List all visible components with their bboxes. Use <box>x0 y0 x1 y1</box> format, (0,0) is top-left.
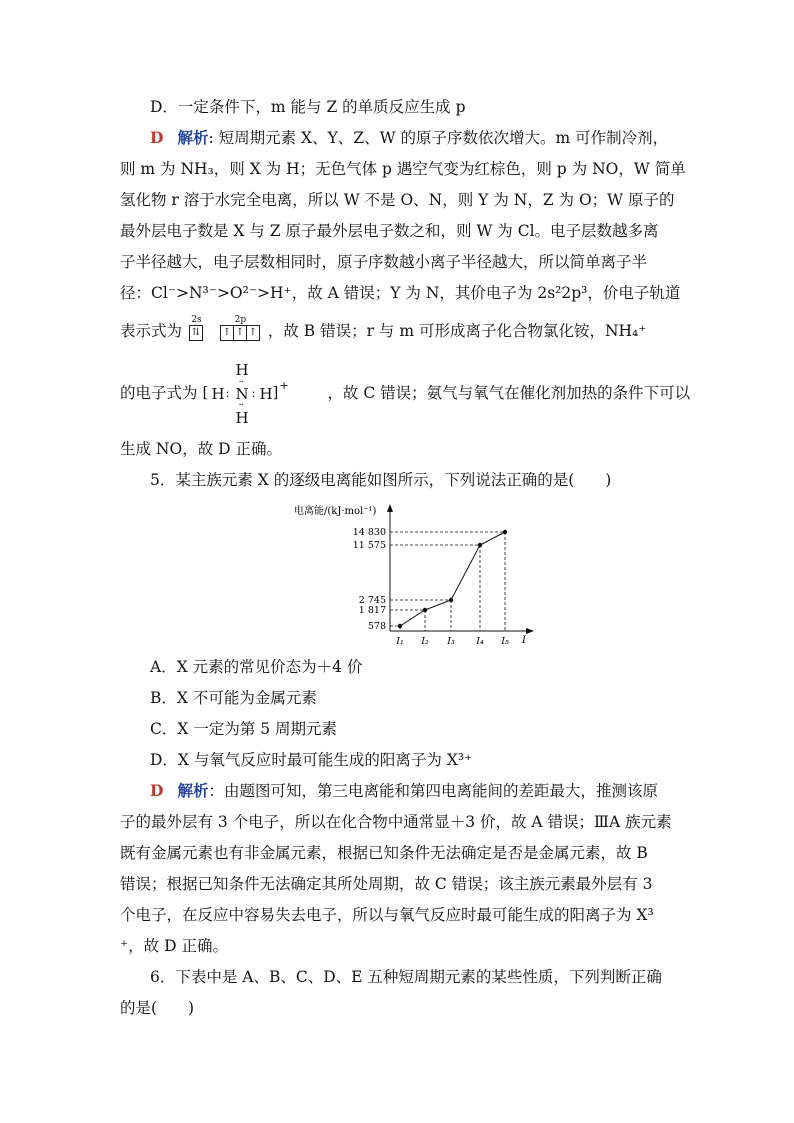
lewis-dots-top: ·· <box>238 377 243 388</box>
lewis-dots-bottom: ·· <box>238 400 243 411</box>
q5-question: 5．某主族元素 X 的逐级电离能如图所示，下列说法正确的是( ) <box>150 471 612 489</box>
x-axis-arrow <box>526 628 534 634</box>
q4-analysis-line-3: 氢化物 r 溶于水完全电离，所以 W 不是 O、N，则 Y 为 N，Z 为 O；W 原子的 <box>120 191 675 209</box>
lewis-h-top: H <box>235 361 249 379</box>
lewis-charge: + <box>279 379 289 392</box>
y-tick-label-1: 578 <box>367 621 386 632</box>
q5-jiexi-label: 解析 <box>177 781 209 800</box>
x-tick-label-2: I₂ <box>421 636 429 647</box>
orbital-suffix: ，故 B 错误；r 与 m 可形成离子化合物氯化铵，NH₄⁺ <box>267 322 647 340</box>
lewis-h-bottom: H <box>235 409 249 427</box>
q5-analysis-line-6: ⁺，故 D 正确。 <box>120 937 228 955</box>
q4-analysis-text: : 短周期元素 X、Y、Z、W 的原子序数依次增大。m 可作制冷剂， <box>208 129 669 147</box>
orbital-2s-diagram <box>190 315 203 343</box>
lewis-h-left: H <box>211 385 225 403</box>
q4-answer: D <box>150 128 164 147</box>
y-tick-label-4: 11 575 <box>352 540 386 551</box>
lewis-prefix: 的电子式为 <box>120 384 198 402</box>
orbital-box-2p-1: ↑ <box>220 325 234 341</box>
q5-analysis-line-3: 既有金属元素也有非金属元素，根据已知条件无法确定是否是金属元素，故 B <box>120 844 648 862</box>
y-tick-label-2: 1 817 <box>358 605 386 616</box>
data-point-1 <box>398 624 402 628</box>
lewis-h-right: H <box>259 385 273 403</box>
orbital-box-2p-3: ↑ <box>246 325 260 341</box>
q5-analysis-line-5: 个电子，在反应中容易失去电子，所以与氧气反应时最可能生成的阳离子为 X³ <box>120 906 654 924</box>
q4-analysis-last-line: 生成 NO，故 D 正确。 <box>120 440 282 458</box>
ionization-energy-chart <box>290 500 540 650</box>
q5-option-a: A．X 元素的常见价态为＋4 价 <box>150 658 363 676</box>
chart-ylabel: 电离能/(kJ·mol⁻¹) <box>294 506 377 517</box>
lewis-bracket-right: ] <box>272 383 279 401</box>
orbital-box-2s: ⇅ <box>189 325 203 341</box>
q5-analysis-line-2: 子的最外层有 3 个电子，所以在化合物中通常显＋3 价，故 A 错误；ⅢA 族元素 <box>120 813 672 831</box>
q6-question-line-1: 6．下表中是 A、B、C、D、E 五种短周期元素的某些性质，下列判断正确 <box>150 968 662 986</box>
q5-analysis-line-4: 错误；根据已知条件无法确定其所处周期，故 C 错误；该主族元素最外层有 3 <box>120 875 653 893</box>
q4-option-d: D．一定条件下，m 能与 Z 的单质反应生成 p <box>150 98 466 116</box>
lewis-suffix: ，故 C 错误；氨气与氧气在催化剂加热的条件下可以 <box>327 384 691 402</box>
data-point-3 <box>449 598 453 602</box>
q5-analysis-line-1 <box>150 780 710 802</box>
orbital-2s-label: 2s <box>191 315 202 325</box>
x-tick-label-5: I₅ <box>501 636 509 647</box>
q4-analysis-line-2: 则 m 为 NH₃，则 X 为 H；无色气体 p 遇空气变为红棕色，则 p 为 NO，W 简单 <box>120 160 686 178</box>
y-axis-arrow <box>387 504 393 512</box>
series-line <box>400 532 505 626</box>
orbital-2p-diagram <box>221 315 260 343</box>
x-tick-label-1: I₁ <box>396 636 404 647</box>
lewis-bracket-left: [ <box>202 383 209 401</box>
q4-jiexi-label: 解析 <box>177 128 209 147</box>
q4-lewis-line <box>120 361 691 427</box>
q4-analysis-line-1 <box>150 127 710 149</box>
y-tick-label-5: 14 830 <box>352 527 386 538</box>
ammonium-lewis-structure <box>202 361 322 427</box>
q4-analysis-line-6: 径：Cl⁻>N³⁻>O²⁻>H⁺，故 A 错误；Y 为 N，其价电子为 2s²2p³，价电子轨道 <box>120 284 681 302</box>
q4-orbital-line <box>120 315 680 343</box>
lewis-n: N <box>235 385 249 403</box>
data-point-4 <box>478 543 482 547</box>
chart-xlabel: I <box>522 635 526 646</box>
y-tick-label-3: 2 745 <box>358 595 386 606</box>
q5-analysis-text: ：由题图可知，第三电离能和第四电离能间的差距最大，推测该原 <box>208 782 658 800</box>
q5-option-b: B．X 不可能为金属元素 <box>150 689 317 707</box>
q4-analysis-line-5: 子半径越大，电子层数相同时，原子序数越小离子半径越大，所以简单离子半 <box>120 253 648 271</box>
q5-option-c: C．X 一定为第 5 周期元素 <box>150 720 338 738</box>
q5-option-d: D．X 与氧气反应时最可能生成的阳离子为 X³⁺ <box>150 751 473 769</box>
lewis-dots-right: : <box>251 386 256 400</box>
lewis-dots-left: : <box>225 386 230 400</box>
x-tick-label-3: I₃ <box>447 636 455 647</box>
x-tick-label-4: I₄ <box>476 636 484 647</box>
q6-question-line-2: 的是( ) <box>120 999 195 1017</box>
data-point-5 <box>503 530 507 534</box>
q5-answer: D <box>150 781 164 800</box>
orbital-2p-label: 2p <box>234 315 247 325</box>
orbital-prefix: 表示式为 <box>120 322 183 340</box>
q4-analysis-line-4: 最外层电子数是 X 与 Z 原子最外层电子数之和，则 W 为 Cl。电子层数越多离 <box>120 222 659 240</box>
orbital-box-2p-2: ↑ <box>233 325 247 341</box>
data-point-2 <box>423 608 427 612</box>
